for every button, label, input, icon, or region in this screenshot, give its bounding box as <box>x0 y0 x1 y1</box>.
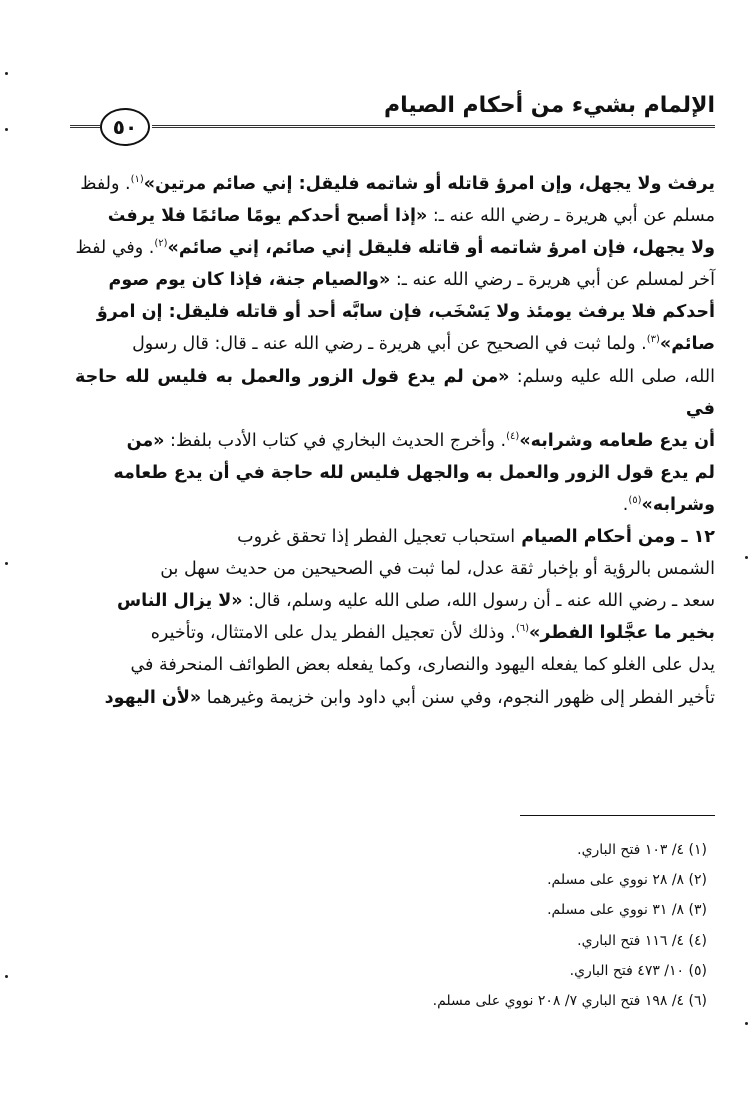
scan-speck <box>745 1022 748 1025</box>
scan-speck <box>5 975 8 978</box>
quoted-text: وشرابه» <box>641 494 715 515</box>
quoted-text: «لأن اليهود <box>104 687 202 708</box>
text-run: الله، صلى الله عليه وسلم: <box>509 366 715 387</box>
text-line <box>75 553 715 585</box>
header-rule <box>152 125 715 128</box>
footnote-ref: (١) <box>130 174 144 186</box>
text-line <box>75 682 715 714</box>
text-line <box>75 328 715 360</box>
text-run: . وذلك لأن تعجيل الفطر يدل على الامتثال، وتأخيره <box>150 623 516 644</box>
scan-speck <box>5 128 8 131</box>
text-line <box>75 649 715 681</box>
quoted-text: «والصيام جنة، فإذا كان يوم صوم <box>108 270 391 291</box>
footnote: (٢) ٨/ ٢٨ نووي على مسلم. <box>547 872 707 889</box>
text-line <box>75 457 715 489</box>
text-line <box>75 585 715 617</box>
text-run: سعد ـ رضي الله عنه ـ أن رسول الله، صلى الله عليه وسلم، قال: <box>242 591 715 612</box>
text-run: آخر لمسلم عن أبي هريرة ـ رضي الله عنه ـ: <box>390 270 715 291</box>
footnote-ref: (٤) <box>506 430 520 442</box>
text-line <box>75 521 715 553</box>
running-title: الإلمام بشيء من أحكام الصيام <box>384 93 715 118</box>
text-line <box>75 617 715 649</box>
page-number: ٥٠ <box>100 108 150 146</box>
text-run: . وفي لفظ <box>75 238 155 259</box>
quoted-text: ولا يجهل، فإن امرؤ شاتمه أو قاتله فليقل إني صائم، إني صائم» <box>167 238 715 259</box>
footnote-ref: (٢) <box>154 238 168 250</box>
quoted-text: «من <box>126 430 165 451</box>
text-run: . <box>622 494 629 515</box>
text-line <box>75 296 715 328</box>
text-run: . ولما ثبت في الصحيح عن أبي هريرة ـ رضي الله عنه ـ قال: قال رسول <box>132 334 647 355</box>
quoted-text: «لا يزال الناس <box>116 591 243 612</box>
scan-speck <box>5 562 8 565</box>
footnote: (٣) ٨/ ٣١ نووي على مسلم. <box>547 902 707 919</box>
footnotes <box>75 835 715 1016</box>
text-run: تأخير الفطر إلى ظهور النجوم، وفي سنن أبي داود وابن خزيمة وغيرهما <box>201 687 715 708</box>
quoted-text: «إذا أصبح أحدكم يومًا صائمًا فلا يرفث <box>107 206 428 227</box>
quoted-text: يرفث ولا يجهل، وإن امرؤ قاتله أو شاتمه فليقل: إني صائم مرتين» <box>143 174 715 194</box>
quoted-text: لم يدع قول الزور والعمل به والجهل فليس لله حاجة في أن يدع طعامه <box>113 462 715 483</box>
quoted-text: «من لم يدع قول الزور والعمل به فليس لله حاجة في <box>75 366 715 419</box>
text-line <box>75 200 715 232</box>
footnote: (٥) ١٠/ ٤٧٣ فتح الباري. <box>569 962 707 979</box>
footnote: (٤) ٤/ ١١٦ فتح الباري. <box>577 932 707 949</box>
text-line <box>75 168 715 200</box>
text-line <box>75 232 715 264</box>
scan-speck <box>745 556 748 559</box>
text-line <box>75 361 715 425</box>
page-header <box>70 85 715 145</box>
text-run: . وأخرج الحديث البخاري في كتاب الأدب بلفظ: <box>164 430 507 451</box>
header-rule-left <box>70 125 100 128</box>
text-run: استحباب تعجيل الفطر إذا تحقق غروب <box>237 527 516 548</box>
footnote-ref: (٣) <box>646 334 660 346</box>
text-line <box>75 489 715 521</box>
quoted-text: بخير ما عجَّلوا الفطر» <box>529 623 715 644</box>
footnote: (١) ٤/ ١٠٣ فتح الباري. <box>577 842 707 858</box>
quoted-text: صائم» <box>659 334 715 355</box>
footnote: (٦) ٤/ ١٩٨ فتح الباري ٧/ ٢٠٨ نووي على مسلم. <box>432 993 707 1010</box>
quoted-text: أن يدع طعامه وشرابه» <box>519 430 715 451</box>
scan-speck <box>5 72 8 75</box>
text-run: مسلم عن أبي هريرة ـ رضي الله عنه ـ: <box>427 206 715 227</box>
footnote-separator <box>520 815 715 816</box>
quoted-text: ١٢ ـ ومن أحكام الصيام <box>515 527 715 548</box>
text-run: . ولفظ <box>80 174 131 194</box>
footnote-ref: (٥) <box>628 495 642 507</box>
main-text <box>75 168 715 714</box>
text-line <box>75 264 715 296</box>
text-run: الشمس بالرؤية أو بإخبار ثقة عدل، لما ثبت في الصحيحين من حديث سهل بن <box>160 559 715 580</box>
footnote-ref: (٦) <box>515 623 530 635</box>
text-run: يدل على الغلو كما يفعله اليهود والنصارى، وكما يفعله بعض الطوائف المنحرفة في <box>130 655 715 676</box>
text-line <box>75 425 715 457</box>
quoted-text: أحدكم فلا يرفث يومئذ ولا يَسْخَب، فإن سابَّه أحد أو قاتله فليقل: إن امرؤ <box>96 302 715 323</box>
